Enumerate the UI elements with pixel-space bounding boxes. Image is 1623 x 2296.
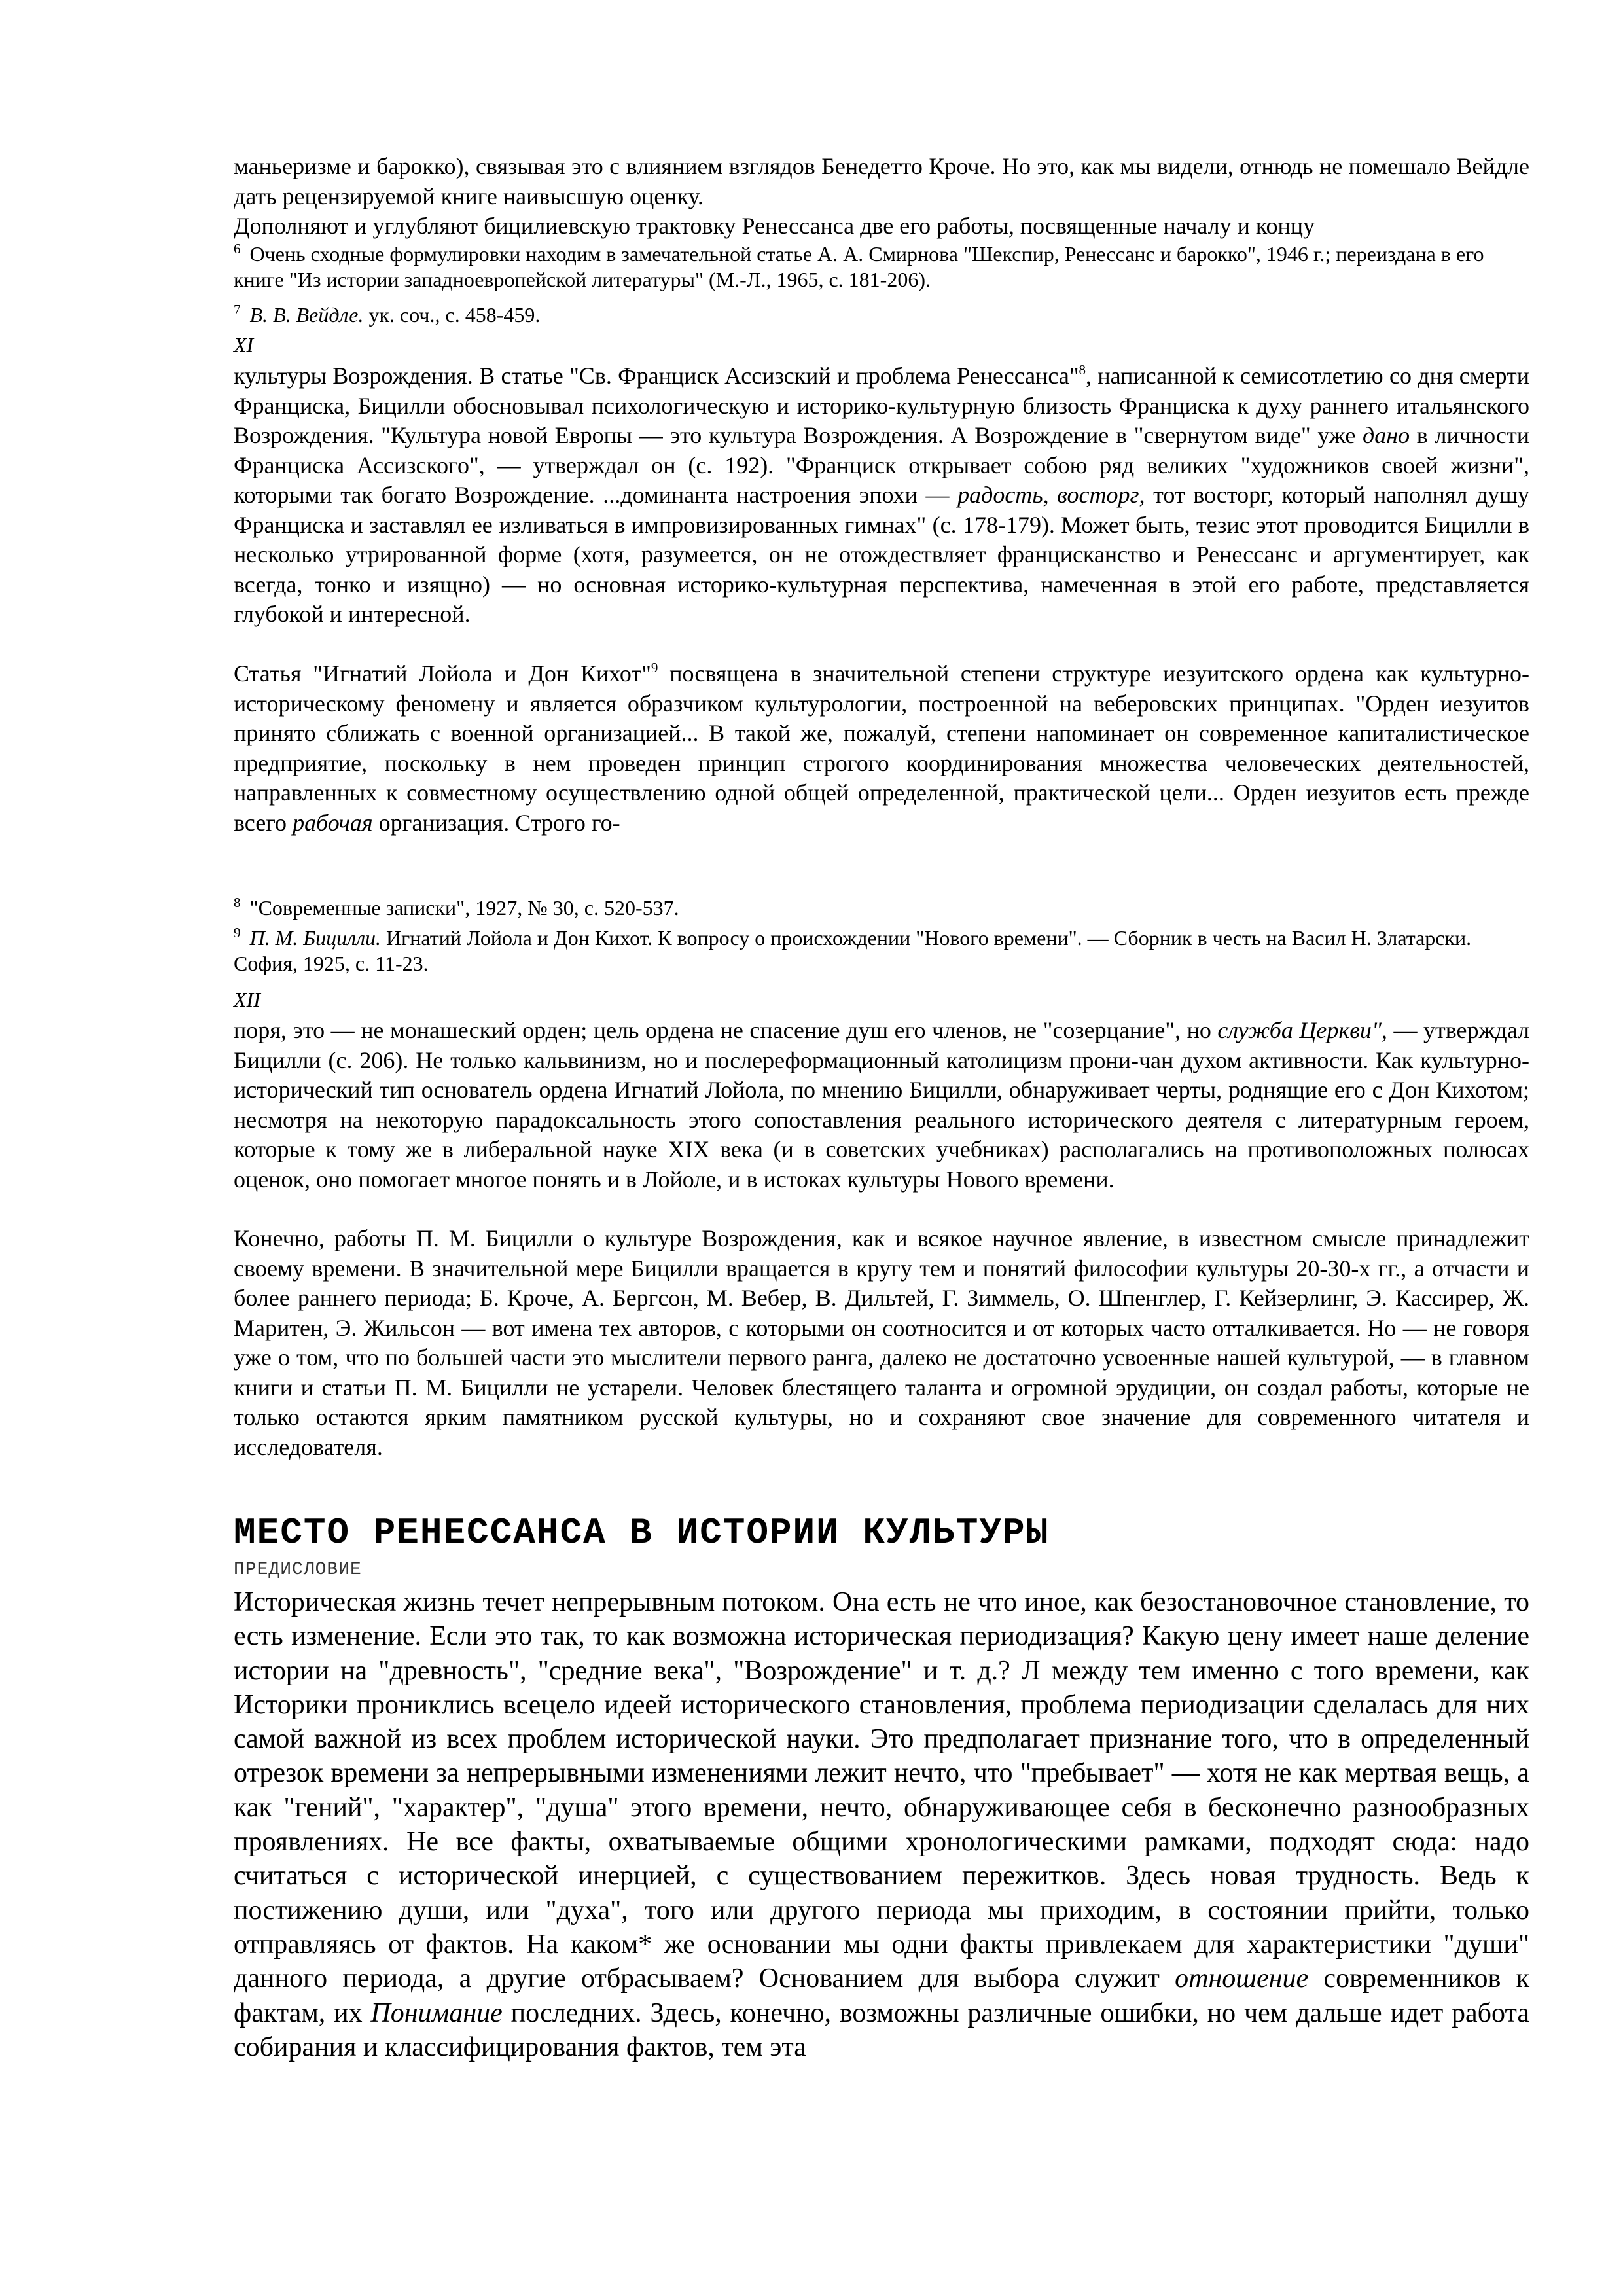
footnote-9-author: П. М. Бицилли. bbox=[249, 926, 382, 950]
loyola-text-c: организация. Строго го- bbox=[372, 809, 620, 836]
preface-emphasis-understanding: Понимание bbox=[370, 1998, 503, 2028]
paragraph-conclusion: Конечно, работы П. М. Бицилли о культуре Возрождения, как и всякое научное явление, в известном смысле принадлежит своему времени. В значительной мере Бицилли вращается в кругу тем и понятий философии культуры 20-30-х гг., а отчасти и более раннего периода; Б. Кроче, А. Бергсон, М. Вебер, В. Дильтей, Г. Зиммель, О. Шпенглер, Г. Кейзерлинг, Э. Кассирер, Ж. Маритен, Э. Жильсон — вот имена тех авторов, с которыми он соотносится и от которых часто отталкивается. Но — не говоря уже о том, что по большей части это мыслители первого ранга, далеко не достаточно усвоенные нашей культурой, — в главном книги и статьи П. М. Бицилли не устарели. Человек блестящего таланта и огромной эрудиции, он создал работы, которые не только остаются ярким памятником русской культуры, но и сохраняют свое значение для современного читателя и исследователя. bbox=[234, 1225, 1529, 1460]
paragraph-loyola bbox=[234, 659, 1529, 838]
paragraph-francis bbox=[234, 361, 1529, 630]
footnote-6-number: 6 bbox=[234, 241, 241, 257]
francis-text-d: тот восторг, который наполнял душу Франциска и заставлял ее изливаться в импровизированных гимнах" (с. 178-179). Может быть, тезис этот проводится Бицилли в несколько утрированной форме (хотя, разумеется, он не отождествляет францисканство и Ренессанс и аргументирует, как всегда, тонко и изящно) — но основная историко-культурная перспектива, намеченная в этой его работе, представляется глубокой и интересной. bbox=[234, 482, 1530, 627]
loyola-text-b: посвящена в значительной степени структуре иезуитского ордена как культурно-историческому феномену и является образчиком культурологии, построенной на веберовских принципах. "Орден иезуитов принято сближать с военной организацией... В такой же, пожалуй, степени напоминает он современное капиталистическое предприятие, поскольку в нем проведен принцип строгого координирования множества человеческих деятельностей, направленных к совместному осуществлению одной общей определенной, практической цели... Орден иезуитов есть прежде всего bbox=[234, 660, 1529, 836]
footnote-6-text: Очень сходные формулировки находим в замечательной статье А. А. Смирнова "Шекспир, Ренессанс и барокко", 1946 г.; переиздана в его книге "Из истории западноевропейской литературы" (М.-Л., 1965, с. 181-206). bbox=[234, 242, 1484, 291]
footnote-8 bbox=[234, 895, 1529, 921]
footnote-9 bbox=[234, 925, 1529, 977]
paragraph-complement: Дополняют и углубляют бицилиевскую трактовку Ренессанса две его работы, посвященные началу и концу bbox=[234, 213, 1315, 239]
footnote-9-number: 9 bbox=[234, 925, 241, 941]
preface-emphasis-relation: отношение bbox=[1175, 1964, 1309, 1994]
footnote-8-number: 8 bbox=[234, 895, 241, 910]
section-label-preface: ПРЕДИСЛОВИЕ bbox=[234, 1560, 362, 1580]
order-text-a: поря, это — не монашеский орден; цель ордена не спасение душ его членов, не "созерцание", но bbox=[234, 1017, 1218, 1043]
francis-emphasis-joy: радость, восторг, bbox=[957, 482, 1145, 508]
order-emphasis-service: служба Церкви", bbox=[1217, 1017, 1387, 1043]
footnote-ref-8: 8 bbox=[1079, 362, 1086, 378]
footnote-ref-9: 9 bbox=[651, 660, 658, 675]
footnote-6 bbox=[234, 242, 1529, 293]
paragraph-preface bbox=[234, 1585, 1529, 2064]
loyola-emphasis-work: рабочая bbox=[293, 809, 373, 836]
loyola-text-a: Статья "Игнатий Лойола и Дон Кихот" bbox=[234, 660, 651, 687]
francis-text-b: , написанной к семисотлетию со дня смерти Франциска, Бицилли обосновывал психологическую и историко-культурную близость Франциска к духу раннего итальянского Возрождения. "Культура новой Европы — это культура Возрождения. А Возрождение в "свернутом виде" уже bbox=[234, 363, 1530, 448]
paragraph-jesuit-order bbox=[234, 1016, 1529, 1194]
page-mark-xi: XI bbox=[234, 333, 254, 357]
footnote-7-text: ук. соч., с. 458-459. bbox=[363, 303, 541, 327]
footnote-8-text: "Современные записки", 1927, № 30, с. 520-537. bbox=[249, 896, 679, 920]
preface-text-c: последних. Здесь, конечно, возможны различные ошибки, но чем дальше идет работа собирания и классифицирования фактов, тем эта bbox=[234, 1998, 1529, 2062]
footnote-7-author: В. В. Вейдле. bbox=[249, 303, 364, 327]
francis-text-c: в личности Франциска Ассизского", — утверждал он (с. 192). "Франциск открывает собою ряд великих "художников своей жизни", которыми так богато Возрождение. ...доминанта настроения эпохи — bbox=[234, 422, 1529, 508]
footnote-9-text: Игнатий Лойола и Дон Кихот. К вопросу о происхождении "Нового времени". — Сборник в честь на Васил Н. Златарски. София, 1925, с. 11-23. bbox=[234, 926, 1472, 975]
footnote-7 bbox=[234, 302, 1529, 328]
chapter-title: МЕСТО РЕНЕССАНСА В ИСТОРИИ КУЛЬТУРЫ bbox=[234, 1512, 1050, 1554]
order-text-b: — утверждал Бицилли (с. 206). Не только кальвинизм, но и послереформационный католицизм прони-чан духом активности. Как культурно-исторический тип основатель ордена Игнатий Лойола, по мнению Бицилли, обнаруживает черты, роднящие его с Дон Кихотом; несмотря на некоторую парадоксальность этого сопоставления реального исторического деятеля с литературным героем, которые к тому же в либеральной науке XIX века (и в советских учебниках) располагались на противоположных полюсах оценок, оно помогает многое понять и в Лойоле, и в истоках культуры Нового времени. bbox=[234, 1017, 1529, 1193]
preface-text-a: Историческая жизнь течет непрерывным потоком. Она есть не что иное, как безостановочное становление, то есть изменение. Если это так, то как возможна историческая периодизация? Какую цену имеет наше деление истории на "древность", "средние века", "Возрождение" и т. д.? Л между тем именно с того времени, как Историки прониклись всецело идеей исторического становления, проблема периодизации сделалась для них самой важной из всех проблем исторической науки. Это предполагает признание того, что в определенный отрезок времени за непрерывными изменениями лежит нечто, что "пребывает" — хотя не как мертвая вещь, а как "гений", "характер", "душа" этого времени, нечто, обнаруживающее себя в бесконечно разнообразных проявлениях. Не все факты, охватываемые общими хронологическими рамками, подходят сюда: надо считаться с исторической инерцией, с существованием пережитков. Здесь новая трудность. Ведь к постижению души, или "духа", того или другого периода мы приходим, в состоянии прийти, только отправляясь от фактов. На каком* же основании мы одни факты привлекаем для характеристики "души" данного периода, а другие отбрасываем? Основанием для выбора служит bbox=[234, 1587, 1529, 1994]
page-mark-xii: XII bbox=[234, 988, 260, 1011]
preface-text-b: современников к фактам, их bbox=[234, 1964, 1529, 2028]
footnote-7-number: 7 bbox=[234, 302, 241, 317]
francis-text-a: культуры Возрождения. В статье "Св. Франциск Ассизский и проблема Ренессанса" bbox=[234, 363, 1079, 389]
paragraph-mannerism: маньеризме и барокко), связывая это с влиянием взглядов Бенедетто Кроче. Но это, как мы видели, отнюдь не помешало Вейдле дать рецензируемой книге наивысшую оценку. bbox=[234, 153, 1529, 209]
francis-emphasis-dano: дано bbox=[1363, 422, 1410, 448]
